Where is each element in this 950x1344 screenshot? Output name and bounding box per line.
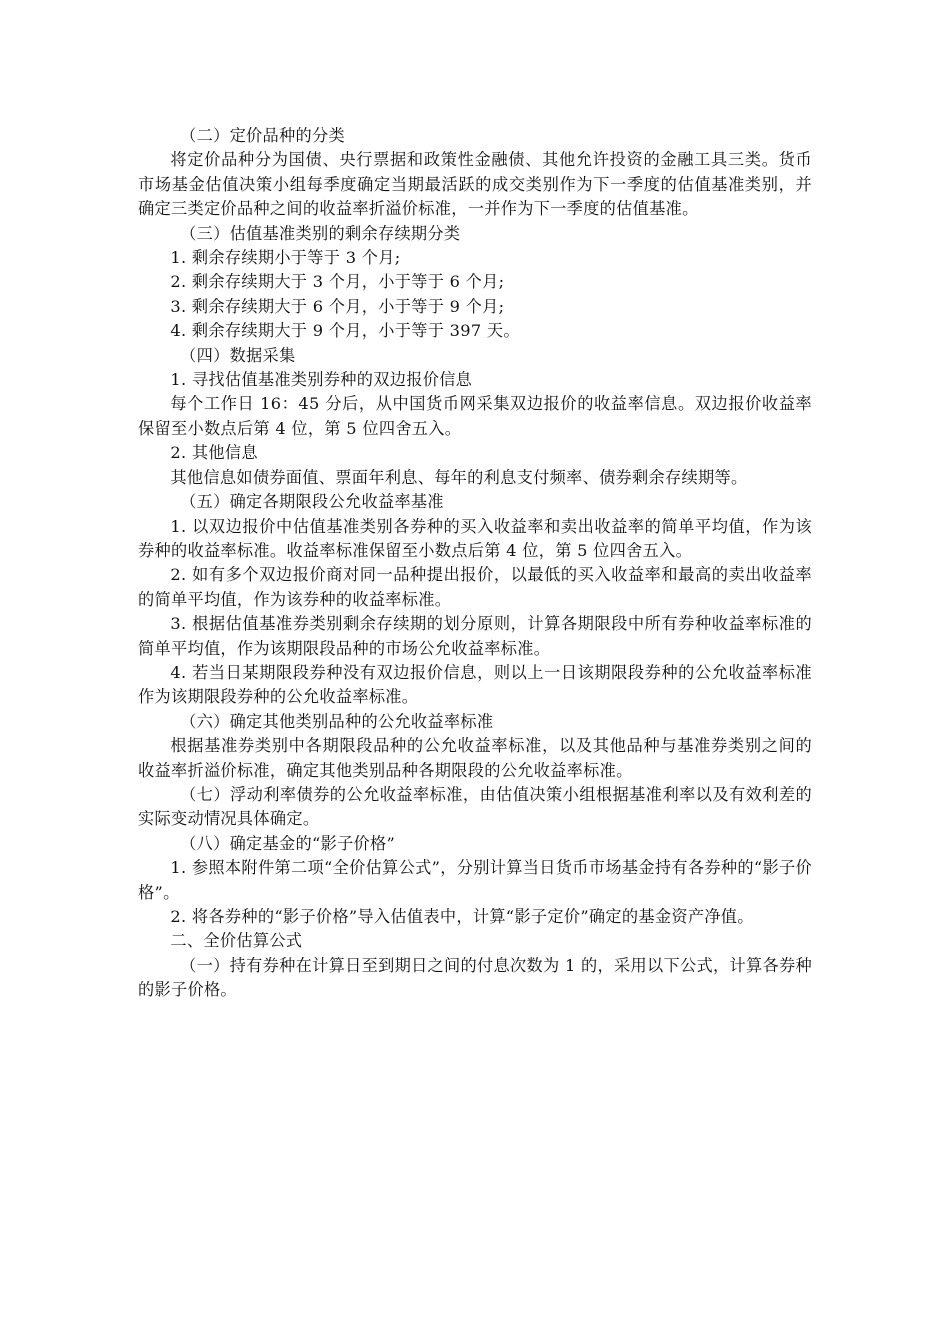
paragraph: 其他信息如债券面值、票面年利息、每年的利息支付频率、债券剩余存续期等。	[170, 467, 748, 487]
section-heading: （三）估值基准类别的剩余存续期分类	[180, 223, 461, 243]
list-item: 2. 其他信息	[170, 443, 258, 463]
list-item: 2. 将各券种的“影子价格”导入估值表中，计算“影子定价”确定的基金资产净值。	[170, 907, 754, 926]
list-item: 1. 寻找估值基准类别券种的双边报价信息	[170, 370, 473, 390]
section-heading: （八）确定基金的“影子价格”	[180, 833, 396, 853]
list-item: 1. 剩余存续期小于等于 3 个月;	[170, 248, 401, 268]
paragraph: 将定价品种分为国债、央行票据和政策性金融债、其他允许投资的金融工具三类。货币市场基金估值决策小组每季度确定当期最活跃的成交类别作为下一季度的估值基准类别，并确定三类定价品种之间的收益率折溢价标准，一并作为下一季度的估值基准。	[138, 150, 812, 219]
section-heading: （七）浮动利率债券的公允收益率标准，由估值决策小组根据基准利率以及有效利差的实际变动情况具体确定。	[138, 784, 812, 829]
document-body	[138, 124, 812, 1003]
list-item: 3. 根据估值基准券类别剩余存续期的划分原则，计算各期限段中所有券种收益率标准的简单平均值，作为该期限段品种的市场公允收益率标准。	[138, 614, 812, 658]
list-item: 2. 如有多个双边报价商对同一品种提出报价，以最低的买入收益率和最高的卖出收益率的简单平均值，作为该券种的收益率标准。	[138, 565, 812, 609]
chapter-heading: 二、全价估算公式	[170, 931, 303, 951]
paragraph: 根据基准券类别中各期限段品种的公允收益率标准，以及其他品种与基准券类别之间的收益率折溢价标准，确定其他类别品种各期限段的公允收益率标准。	[138, 736, 812, 780]
list-item: 2. 剩余存续期大于 3 个月，小于等于 6 个月;	[170, 272, 505, 292]
list-item: 4. 若当日某期限段券种没有双边报价信息，则以上一日该期限段券种的公允收益率标准作为该期限段券种的公允收益率标准。	[138, 662, 812, 707]
list-item: 1. 以双边报价中估值基准类别各券种的买入收益率和卖出收益率的简单平均值，作为该券种的收益率标准。收益率标准保留至小数点后第 4 位，第 5 位四舍五入。	[138, 516, 812, 560]
list-item: 3. 剩余存续期大于 6 个月，小于等于 9 个月;	[170, 296, 505, 316]
paragraph: 每个工作日 16：45 分后，从中国货币网采集双边报价的收益率信息。双边报价收益率保留至小数点后第 4 位，第 5 位四舍五入。	[138, 394, 812, 438]
section-heading: （六）确定其他类别品种的公允收益率标准	[180, 711, 494, 731]
section-heading: （四）数据采集	[180, 345, 296, 365]
section-heading: （一）持有券种在计算日至到期日之间的付息次数为 1 的，采用以下公式，计算各券种的影子价格。	[138, 955, 812, 1000]
section-heading: （二）定价品种的分类	[180, 126, 345, 145]
section-heading: （五）确定各期限段公允收益率基准	[180, 492, 444, 512]
list-item: 1. 参照本附件第二项“全价估算公式”，分别计算当日货币市场基金持有各券种的“影子价格”。	[138, 858, 812, 902]
list-item: 4. 剩余存续期大于 9 个月，小于等于 397 天。	[170, 321, 520, 341]
